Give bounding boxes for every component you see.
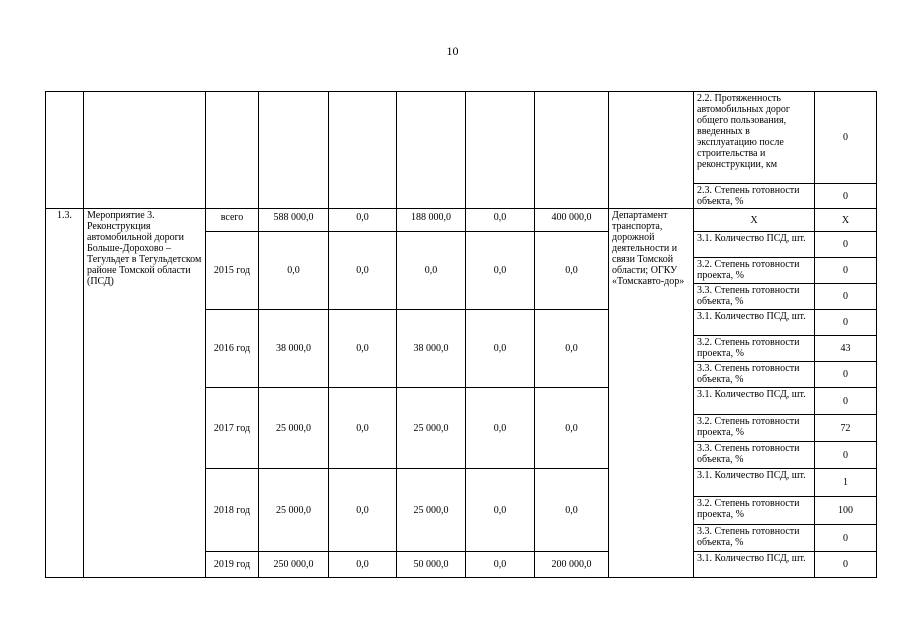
indicator-name: 3.3. Степень готовности объекта, %: [694, 442, 815, 469]
indicator-name: 3.2. Степень готовности проекта, %: [694, 258, 815, 284]
indicator-name: 3.2. Степень готовности проекта, %: [694, 415, 815, 442]
indicator-value: 0: [815, 184, 877, 209]
amount-regional: 188 000,0: [397, 209, 466, 232]
year-label: всего: [206, 209, 259, 232]
empty-cell: [259, 92, 329, 209]
table-row: [46, 92, 877, 184]
indicator-value: 100: [815, 497, 877, 525]
year-label: 2016 год: [206, 310, 259, 388]
empty-cell: [609, 92, 694, 209]
event-title: Мероприятие 3. Реконструкция автомобильной дороги Больше-Дорохово – Тегульдет в Тегульдетском районе Томской области (ПСД): [84, 209, 206, 578]
amount-total: 25 000,0: [259, 469, 329, 552]
indicator-name: 2.3. Степень готовности объекта, %: [694, 184, 815, 209]
amount-federal: 0,0: [329, 469, 397, 552]
amount-local: 0,0: [466, 209, 535, 232]
indicator-name: 3.1. Количество ПСД, шт.: [694, 388, 815, 415]
empty-cell: [466, 92, 535, 209]
amount-local: 0,0: [466, 388, 535, 469]
amount-other: 0,0: [535, 388, 609, 469]
indicator-value: 0: [815, 525, 877, 552]
amount-federal: 0,0: [329, 310, 397, 388]
indicator-name: 3.1. Количество ПСД, шт.: [694, 310, 815, 336]
year-label: 2019 год: [206, 552, 259, 578]
table-row: [46, 209, 877, 232]
empty-cell: [206, 92, 259, 209]
amount-regional: 38 000,0: [397, 310, 466, 388]
row-index: 1.3.: [46, 209, 84, 578]
amount-total: 25 000,0: [259, 388, 329, 469]
indicator-name: 3.1. Количество ПСД, шт.: [694, 469, 815, 497]
indicator-value: 0: [815, 284, 877, 310]
empty-cell: [46, 92, 84, 209]
year-label: 2017 год: [206, 388, 259, 469]
executor: Департамент транспорта, дорожной деятельности и связи Томской области; ОГКУ «Томскавто-дор»: [609, 209, 694, 578]
amount-local: 0,0: [466, 232, 535, 310]
year-label: 2018 год: [206, 469, 259, 552]
page-number: 10: [446, 44, 459, 58]
indicator-value: 1: [815, 469, 877, 497]
amount-local: 0,0: [466, 310, 535, 388]
indicator-name: 3.3. Степень готовности объекта, %: [694, 284, 815, 310]
amount-other: 400 000,0: [535, 209, 609, 232]
indicator-value: 0: [815, 362, 877, 388]
amount-local: 0,0: [466, 552, 535, 578]
indicator-value: 0: [815, 552, 877, 578]
indicator-name: 3.1. Количество ПСД, шт.: [694, 232, 815, 258]
empty-cell: [535, 92, 609, 209]
amount-regional: 25 000,0: [397, 469, 466, 552]
indicator-name: 3.1. Количество ПСД, шт.: [694, 552, 815, 578]
indicator-name: 3.2. Степень готовности проекта, %: [694, 497, 815, 525]
amount-federal: 0,0: [329, 388, 397, 469]
year-label: 2015 год: [206, 232, 259, 310]
amount-other: 0,0: [535, 310, 609, 388]
indicator-value: 0: [815, 388, 877, 415]
indicator-name: Х: [694, 209, 815, 232]
indicator-value: 0: [815, 258, 877, 284]
amount-regional: 50 000,0: [397, 552, 466, 578]
amount-total: 0,0: [259, 232, 329, 310]
amount-regional: 25 000,0: [397, 388, 466, 469]
amount-regional: 0,0: [397, 232, 466, 310]
indicator-value: Х: [815, 209, 877, 232]
amount-federal: 0,0: [329, 209, 397, 232]
amount-total: 38 000,0: [259, 310, 329, 388]
indicator-value: 72: [815, 415, 877, 442]
indicator-value: 0: [815, 232, 877, 258]
indicator-value: 0: [815, 310, 877, 336]
empty-cell: [329, 92, 397, 209]
amount-total: 588 000,0: [259, 209, 329, 232]
indicator-name: 2.2. Протяженность автомобильных дорог общего пользования, введенных в эксплуатацию после строительства и реконструкции, км: [694, 92, 815, 184]
amount-other: 0,0: [535, 232, 609, 310]
indicator-name: 3.2. Степень готовности проекта, %: [694, 336, 815, 362]
program-table: [45, 91, 877, 578]
indicator-value: 0: [815, 92, 877, 184]
amount-other: 0,0: [535, 469, 609, 552]
indicator-value: 43: [815, 336, 877, 362]
indicator-name: 3.3. Степень готовности объекта, %: [694, 362, 815, 388]
amount-local: 0,0: [466, 469, 535, 552]
empty-cell: [84, 92, 206, 209]
amount-federal: 0,0: [329, 232, 397, 310]
empty-cell: [397, 92, 466, 209]
amount-other: 200 000,0: [535, 552, 609, 578]
amount-total: 250 000,0: [259, 552, 329, 578]
indicator-name: 3.3. Степень готовности объекта, %: [694, 525, 815, 552]
amount-federal: 0,0: [329, 552, 397, 578]
indicator-value: 0: [815, 442, 877, 469]
